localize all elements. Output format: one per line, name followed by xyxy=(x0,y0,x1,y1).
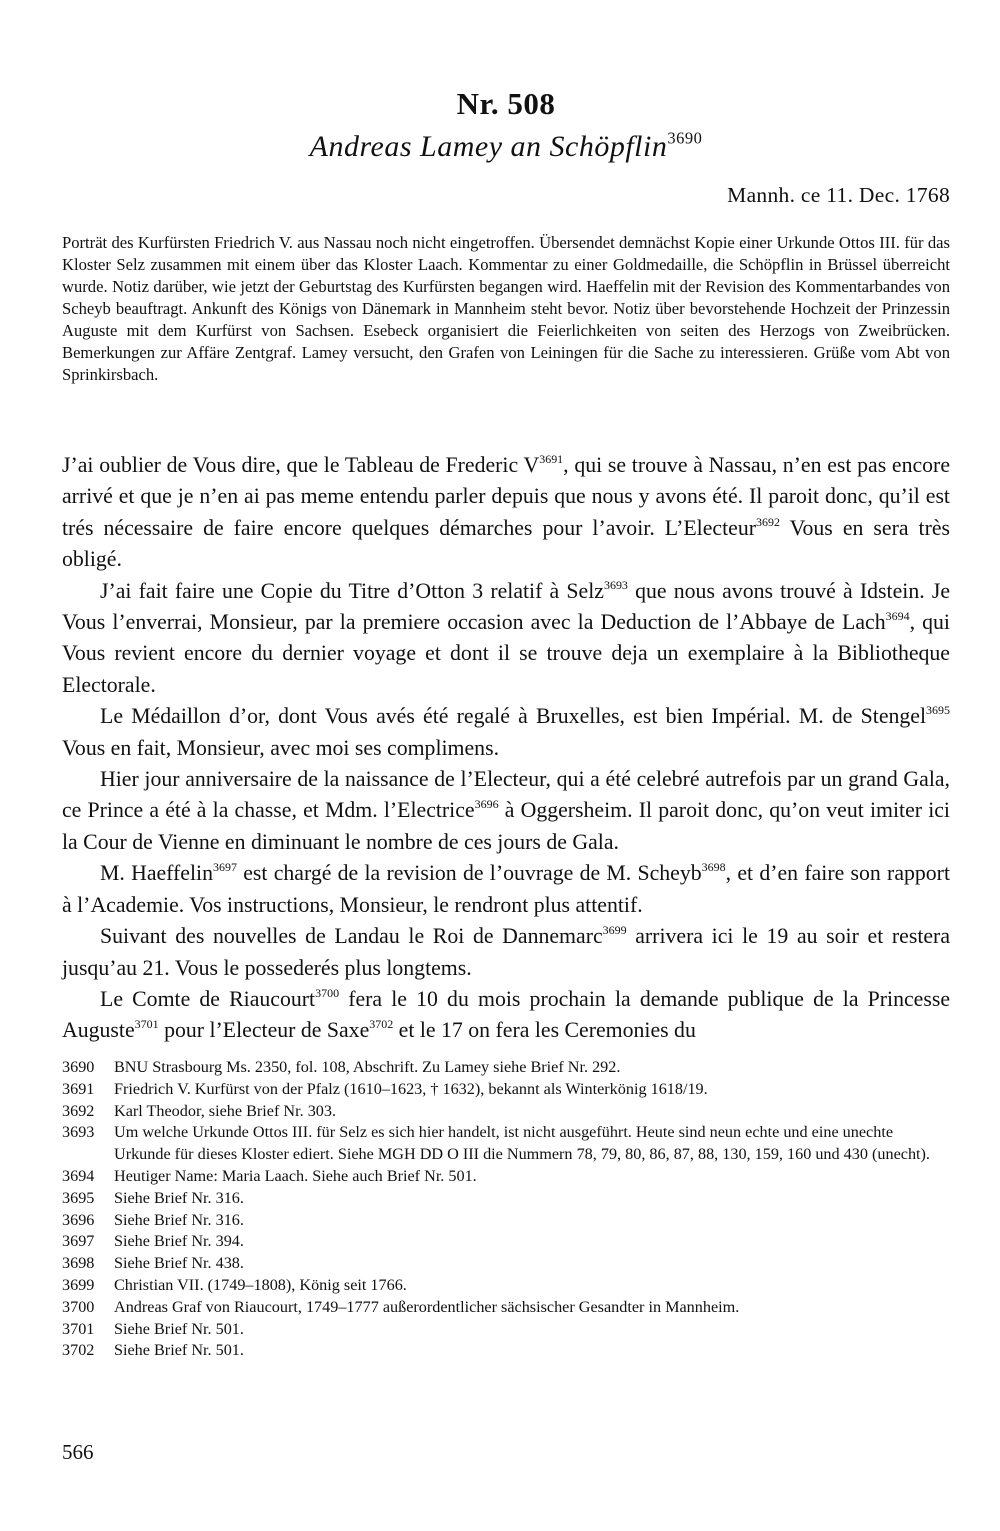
letter-number: Nr. 508 xyxy=(456,86,556,121)
footnote-text: BNU Strasbourg Ms. 2350, fol. 108, Abschrift. Zu Lamey siehe Brief Nr. 292. xyxy=(114,1058,621,1076)
footnotes xyxy=(62,1057,950,1362)
footnote-ref[interactable]: 3695 xyxy=(926,703,950,718)
footnote-ref[interactable]: 3700 xyxy=(315,985,340,1000)
letter-summary: Porträt des Kurfürsten Friedrich V. aus Nassau noch nicht eingetroffen. Übersendet demnächst Kopie einer Urkunde Ottos III. für das Kloster Selz zusammen mit einem über das Kloster Laach. Kommentar zu einer Goldmedaille, die Schöpflin in Brüssel überreicht wurde. Notiz darüber, wie jetzt der Geburtstag des Kurfürsten begangen wird. Haeffelin mit der Revision des Kommentarbandes von Scheyb beauftragt. Ankunft des Königs von Dänemark in Mannheim steht bevor. Notiz über bevorstehende Hochzeit der Prinzessin Auguste mit dem Kurfürst von Sachsen. Esebeck organisiert die Feierlichkeiten von seiten des Herzogs von Zweibrücken. Bemerkungen zur Affäre Zentgraf. Lamey versucht, den Grafen von Leiningen für die Sache zu interessieren. Grüße vom Abt von Sprinkirsbach. xyxy=(62,233,950,384)
footnote-number: 3696 xyxy=(62,1210,95,1229)
page-number: 566 xyxy=(62,1440,94,1464)
footnote xyxy=(62,1079,950,1101)
footnote-number: 3695 xyxy=(62,1188,95,1207)
body-paragraph xyxy=(62,576,950,702)
paragraph-text: , et d’en faire son rapport à l’Academie. Vos instructions, Monsieur, le rendront plus attentif. xyxy=(62,861,950,917)
footnote xyxy=(62,1057,950,1079)
footnote xyxy=(62,1210,950,1232)
title-footnote-ref[interactable]: 3690 xyxy=(667,128,703,148)
footnote-text: Siehe Brief Nr. 501. xyxy=(114,1319,244,1338)
letter-title xyxy=(62,130,950,164)
footnote xyxy=(62,1340,950,1362)
footnote-number: 3693 xyxy=(62,1123,95,1142)
paragraph-text: Hier jour anniversaire de la naissance de l’Electeur, qui a été celebré autrefois par un grand Gala, ce Prince a été à la chasse, et Mdm. l’Electrice xyxy=(62,767,950,823)
footnote xyxy=(62,1297,950,1319)
footnote-number: 3697 xyxy=(62,1232,95,1251)
paragraph-text: , qui Vous revient encore du dernier voyage et dont il se trouve deja un exemplaire à la Bibliotheque Electorale. xyxy=(62,610,950,697)
footnote-ref[interactable]: 3701 xyxy=(134,1017,159,1032)
footnote-text: Friedrich V. Kurfürst von der Pfalz (1610–1623, † 1632), bekannt als Winterkönig 1618/19. xyxy=(114,1079,708,1098)
letter-title-text: Andreas Lamey an Schöpflin xyxy=(309,130,668,163)
footnote xyxy=(62,1253,950,1275)
paragraph-text: Le Comte de Riaucourt xyxy=(100,986,316,1011)
paragraph-text: , qui se trouve à Nassau, n’en est pas encore arrivé et que je n’en ai pas meme entendu parler depuis que nous y avons été. Il paroit donc, qu’il est trés nécessaire de faire encore quelques démarches pour l’avoir. L’Electeur xyxy=(62,453,950,540)
footnote xyxy=(62,1101,950,1123)
body-paragraph xyxy=(62,858,950,921)
letter-body xyxy=(62,450,950,1047)
footnote-text: Siehe Brief Nr. 501. xyxy=(114,1341,244,1360)
footnote-number: 3702 xyxy=(62,1341,95,1360)
footnote xyxy=(62,1231,950,1253)
paragraph-text: arrivera ici le 19 au soir et restera jusqu’au 21. Vous le possederés plus longtems. xyxy=(62,924,950,980)
paragraph-text: fera le 10 du mois prochain la demande publique de la Princesse Auguste xyxy=(62,986,951,1043)
footnote-ref[interactable]: 3696 xyxy=(474,797,499,812)
body-paragraph xyxy=(62,764,950,858)
dateline: Mannh. ce 11. Dec. 1768 xyxy=(727,183,950,207)
paragraph-text: que nous avons trouvé à Idstein. Je Vous l’enverrai, Monsieur, par la premiere occasion avec la Deduction de l’Abbaye de Lach xyxy=(62,578,951,635)
footnote-ref[interactable]: 3697 xyxy=(213,860,237,875)
paragraph-text: est chargé de la revision de l’ouvrage de M. Scheyb xyxy=(236,861,702,886)
footnote-number: 3694 xyxy=(62,1166,95,1185)
document-page xyxy=(62,0,950,1531)
paragraph-text: à Oggersheim. Il paroit donc, qu’on veut imiter ici la Cour de Vienne en diminuant le nombre de ces jours de Gala. xyxy=(62,798,950,854)
paragraph-text: Suivant des nouvelles de Landau le Roi de Dannemarc xyxy=(100,924,603,949)
footnote xyxy=(62,1166,950,1188)
body-paragraph xyxy=(62,984,950,1047)
footnote xyxy=(62,1188,950,1210)
footnote xyxy=(62,1122,950,1166)
footnote-ref[interactable]: 3693 xyxy=(603,577,628,592)
paragraph-text: M. Haeffelin xyxy=(100,861,213,886)
paragraph-text: J’ai oublier de Vous dire, que le Tableau de Frederic V xyxy=(62,453,540,477)
body-paragraph xyxy=(62,921,950,984)
footnote-number: 3698 xyxy=(62,1254,95,1273)
footnote-ref[interactable]: 3694 xyxy=(885,609,910,624)
paragraph-text: Vous en fait, Monsieur, avec moi ses complimens. xyxy=(62,735,500,760)
footnote-number: 3692 xyxy=(62,1101,95,1120)
footnote-number: 3701 xyxy=(62,1319,95,1338)
footnote-text: Siehe Brief Nr. 438. xyxy=(114,1254,244,1273)
body-paragraph xyxy=(62,450,950,576)
footnote-ref[interactable]: 3692 xyxy=(755,514,780,529)
footnote-number: 3691 xyxy=(62,1079,95,1098)
footnote-number: 3690 xyxy=(62,1058,95,1076)
paragraph-text: et le 17 on fera les Ceremonies du xyxy=(393,1018,696,1043)
footnote-number: 3699 xyxy=(62,1275,95,1294)
footnote-text: Christian VII. (1749–1808), König seit 1766. xyxy=(114,1275,407,1294)
footnote xyxy=(62,1319,950,1341)
footnote-text: Heutiger Name: Maria Laach. Siehe auch Brief Nr. 501. xyxy=(114,1166,477,1185)
body-paragraph xyxy=(62,701,950,764)
footnote-ref[interactable]: 3698 xyxy=(701,860,726,875)
paragraph-text: pour l’Electeur de Saxe xyxy=(158,1018,370,1043)
footnote-text: Siehe Brief Nr. 316. xyxy=(114,1210,244,1229)
footnote xyxy=(62,1275,950,1297)
paragraph-text: Vous en sera très obligé. xyxy=(62,515,951,572)
footnote-ref[interactable]: 3699 xyxy=(602,923,627,938)
footnote-text: Um welche Urkunde Ottos III. für Selz es sich hier handelt, ist nicht ausgeführt. Heute sind neun echte und eine unechte Urkunde für dieses Kloster ediert. Siehe MGH DD O III die Nummern 78, 79, 80, 86, 87, 88, 130, 159, 160 und 430 (unecht). xyxy=(114,1123,930,1164)
paragraph-text: Le Médaillon d’or, dont Vous avés été regalé à Bruxelles, est bien Impérial. M. de Stengel xyxy=(100,704,927,729)
footnote-text: Siehe Brief Nr. 316. xyxy=(114,1188,244,1207)
footnote-ref[interactable]: 3702 xyxy=(369,1017,394,1032)
footnote-number: 3700 xyxy=(62,1297,95,1316)
paragraph-text: J’ai fait faire une Copie du Titre d’Otton 3 relatif à Selz xyxy=(100,578,604,603)
footnote-ref[interactable]: 3691 xyxy=(539,452,564,467)
footnote-text: Karl Theodor, siehe Brief Nr. 303. xyxy=(114,1101,337,1120)
footnote-text: Siehe Brief Nr. 394. xyxy=(114,1232,244,1251)
footnote-text: Andreas Graf von Riaucourt, 1749–1777 außerordentlicher sächsischer Gesandter in Mannheim. xyxy=(114,1297,740,1316)
